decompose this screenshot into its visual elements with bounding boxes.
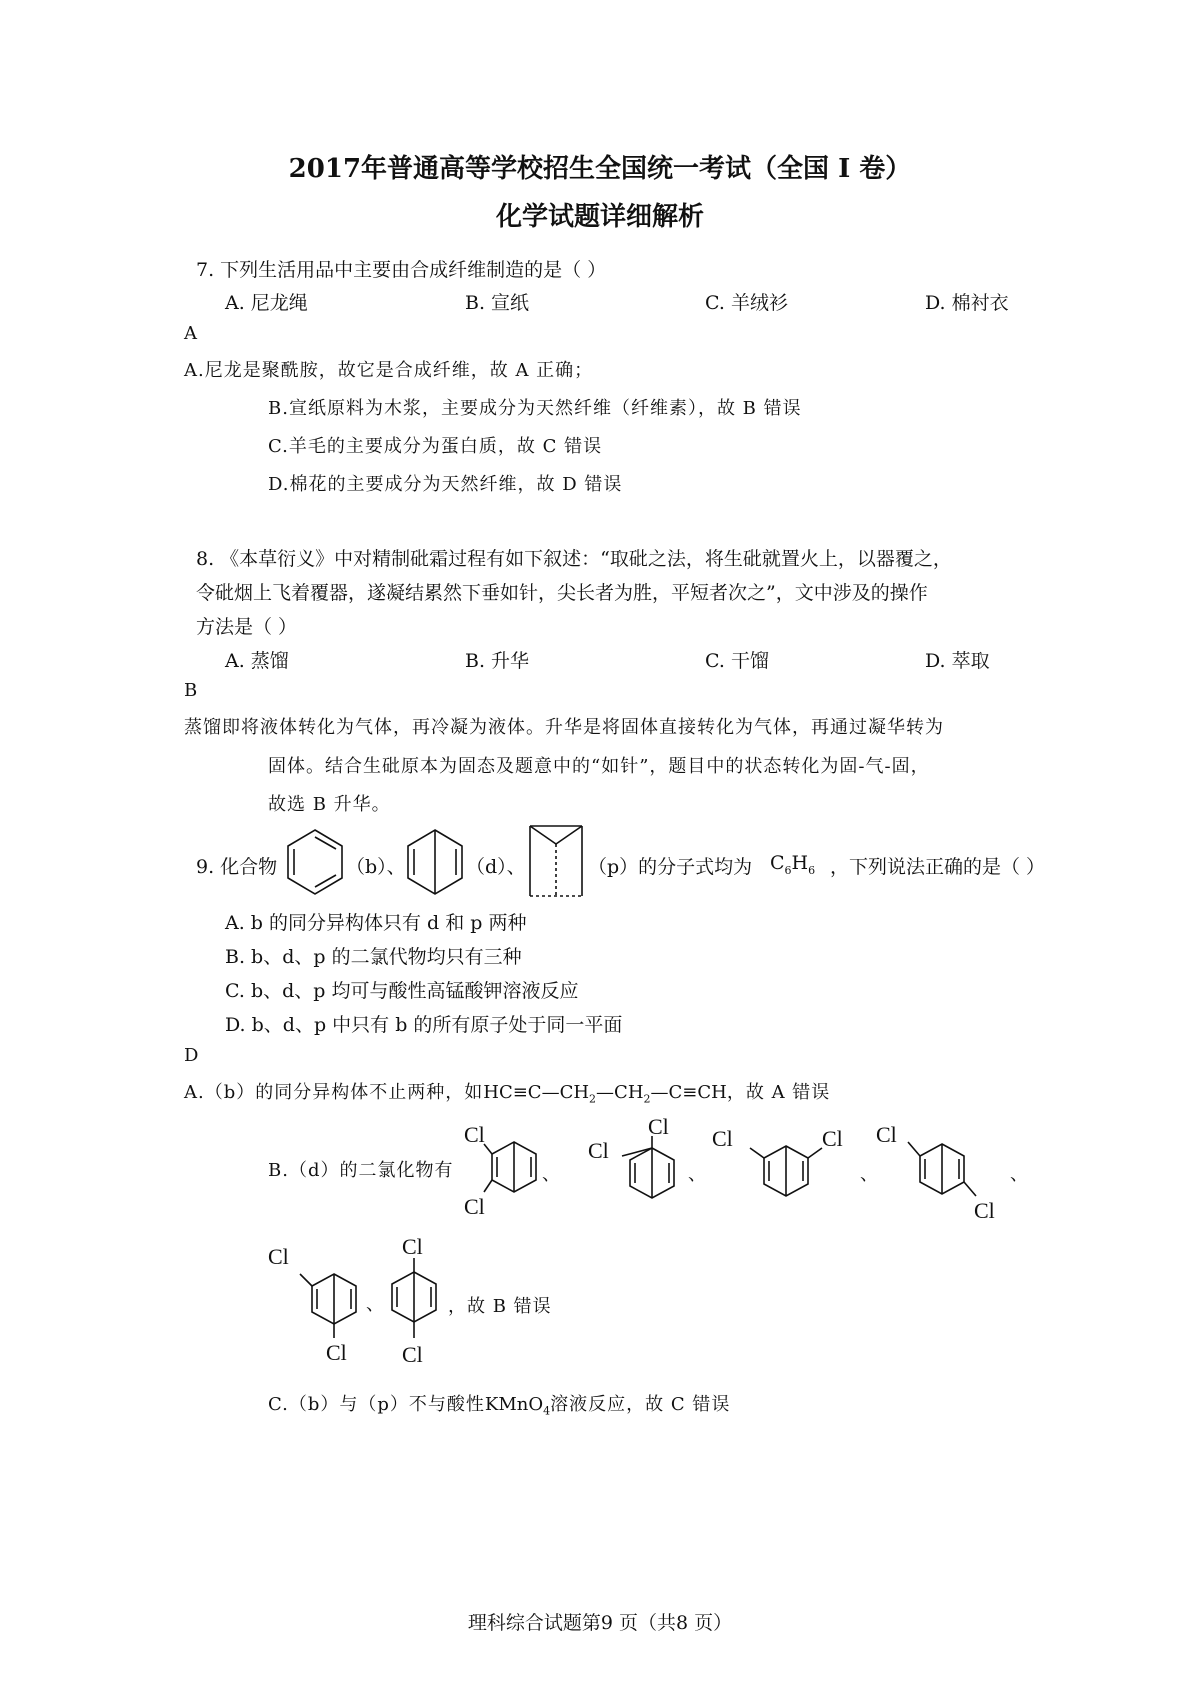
q7-explanation-line: B.宣纸原料为木浆，主要成分为天然纤维（纤维素），故 B 错误 bbox=[268, 398, 802, 419]
q8-option-c: C. 干馏 bbox=[705, 650, 769, 672]
q7-explanation-line: A.尼龙是聚酰胺，故它是合成纤维，故 A 正确； bbox=[184, 360, 594, 381]
separator: 、 bbox=[542, 1164, 561, 1185]
dichloro-structure-4 bbox=[876, 1122, 1006, 1222]
page-title: 2017年普通高等学校招生全国统一考试（全国 I 卷） bbox=[288, 154, 912, 184]
page-subtitle: 化学试题详细解析 bbox=[495, 202, 704, 232]
q9-option-c: C. b、d、p 均可与酸性高锰酸钾溶液反应 bbox=[225, 980, 579, 1002]
q7-answer: A bbox=[184, 323, 197, 344]
q9-option-d: D. b、d、p 中只有 b 的所有原子处于同一平面 bbox=[225, 1014, 623, 1036]
formula-part: KMnO bbox=[484, 1394, 544, 1415]
q9-label-p: （p）的分子式均为 bbox=[588, 856, 753, 878]
dichloro-structure-2 bbox=[588, 1112, 688, 1222]
cl-label: Cl bbox=[876, 1122, 897, 1147]
q7-explanation-line: C.羊毛的主要成分为蛋白质，故 C 错误 bbox=[268, 436, 603, 457]
cl-label: Cl bbox=[588, 1138, 609, 1163]
cl-label: Cl bbox=[464, 1122, 485, 1147]
q8-explanation-line: 蒸馏即将液体转化为气体，再冷凝为液体。升华是将固体直接转化为气体，再通过凝华转为 bbox=[184, 717, 944, 738]
q9-formula-h-sub: 6 bbox=[808, 863, 816, 877]
cl-label: Cl bbox=[268, 1244, 289, 1269]
q7-stem: 7. 下列生活用品中主要由合成纤维制造的是（ ） bbox=[196, 259, 607, 281]
cl-label: Cl bbox=[402, 1342, 423, 1367]
cl-label: Cl bbox=[464, 1194, 485, 1219]
q9-exp-c-suffix: 溶液反应，故 C 错误 bbox=[550, 1394, 731, 1415]
q9-label-b: （b）、 bbox=[346, 856, 406, 878]
q8-explanation-line: 故选 B 升华。 bbox=[268, 794, 391, 815]
q9-exp-c bbox=[268, 1390, 730, 1418]
q7-explanation-line: D.棉花的主要成分为天然纤维，故 D 错误 bbox=[268, 474, 623, 495]
separator: 、 bbox=[366, 1294, 385, 1315]
formula-part: HC≡C—CH bbox=[483, 1082, 590, 1103]
separator: 、 bbox=[1010, 1164, 1029, 1185]
q9-exp-b-prefix: B.（d）的二氯化物有 bbox=[268, 1160, 454, 1181]
page-footer: 理科综合试题第9 页（共8 页） bbox=[467, 1612, 733, 1634]
q9-stem-prefix: 9. 化合物 bbox=[196, 856, 278, 878]
q8-stem-line: 令砒烟上飞着覆器，遂凝结累然下垂如针，尖长者为胜，平短者次之”，文中涉及的操作 bbox=[196, 582, 928, 604]
q9-formula-h: H bbox=[791, 852, 809, 874]
separator: 、 bbox=[860, 1164, 879, 1185]
dewar-benzene-structure-d bbox=[404, 826, 466, 898]
cl-label: Cl bbox=[712, 1126, 733, 1151]
dichloro-structure-1 bbox=[464, 1120, 544, 1220]
cl-label: Cl bbox=[326, 1340, 347, 1365]
q8-explanation-line: 固体。结合生砒原本为固态及题意中的“如针”，题目中的状态转化为固-气-固， bbox=[268, 756, 930, 777]
q9-option-b: B. b、d、p 的二氯代物均只有三种 bbox=[225, 946, 522, 968]
dichloro-structure-3 bbox=[710, 1124, 850, 1214]
q7-option-b: B. 宣纸 bbox=[465, 292, 530, 314]
q8-stem-line: 8. 《本草衍义》中对精制砒霜过程有如下叙述：“取砒之法，将生砒就置火上，以器覆之， bbox=[196, 548, 952, 570]
q9-exp-a-formula bbox=[483, 1082, 727, 1106]
q8-option-a: A. 蒸馏 bbox=[225, 650, 289, 672]
q8-stem-line: 方法是（ ） bbox=[196, 616, 298, 638]
q9-formula-c-sub: 6 bbox=[784, 863, 792, 877]
q8-option-b: B. 升华 bbox=[465, 650, 530, 672]
q9-label-d: （d）、 bbox=[466, 856, 526, 878]
q9-exp-a-prefix: A.（b）的同分异构体不止两种，如 bbox=[184, 1082, 484, 1103]
cl-label: Cl bbox=[402, 1234, 423, 1259]
q9-exp-c-formula bbox=[484, 1394, 551, 1418]
q9-formula-c: C bbox=[770, 852, 785, 874]
cl-label: Cl bbox=[974, 1198, 995, 1223]
q7-option-d: D. 棉衬衣 bbox=[925, 292, 1009, 314]
q9-exp-c-prefix: C.（b）与（p）不与酸性 bbox=[268, 1394, 485, 1415]
q9-exp-a-suffix: ，故 A 错误 bbox=[726, 1082, 831, 1103]
formula-sub: 2 bbox=[589, 1092, 597, 1106]
q9-exp-a bbox=[184, 1078, 830, 1106]
formula-part: —CH bbox=[596, 1082, 644, 1103]
formula-sub: 2 bbox=[643, 1092, 651, 1106]
q8-option-d: D. 萃取 bbox=[925, 650, 990, 672]
q9-formula bbox=[770, 852, 815, 877]
cl-label: Cl bbox=[822, 1126, 843, 1151]
q9-option-a: A. b 的同分异构体只有 d 和 p 两种 bbox=[225, 912, 527, 934]
q7-option-a: A. 尼龙绳 bbox=[225, 292, 308, 314]
prismane-structure-p bbox=[526, 822, 586, 900]
q9-answer: D bbox=[184, 1045, 199, 1066]
benzene-structure-b bbox=[284, 826, 346, 898]
q7-option-c: C. 羊绒衫 bbox=[705, 292, 788, 314]
formula-part: —C≡CH bbox=[650, 1082, 727, 1103]
q8-answer: B bbox=[184, 680, 198, 701]
formula-sub: 4 bbox=[543, 1404, 551, 1418]
dichloro-structure-5 bbox=[268, 1234, 378, 1364]
q9-exp-b-suffix: ，故 B 错误 bbox=[448, 1296, 552, 1317]
q9-stem-suffix: ，下列说法正确的是（ ） bbox=[830, 856, 1046, 878]
cl-label: Cl bbox=[648, 1114, 669, 1139]
separator: 、 bbox=[688, 1164, 707, 1185]
